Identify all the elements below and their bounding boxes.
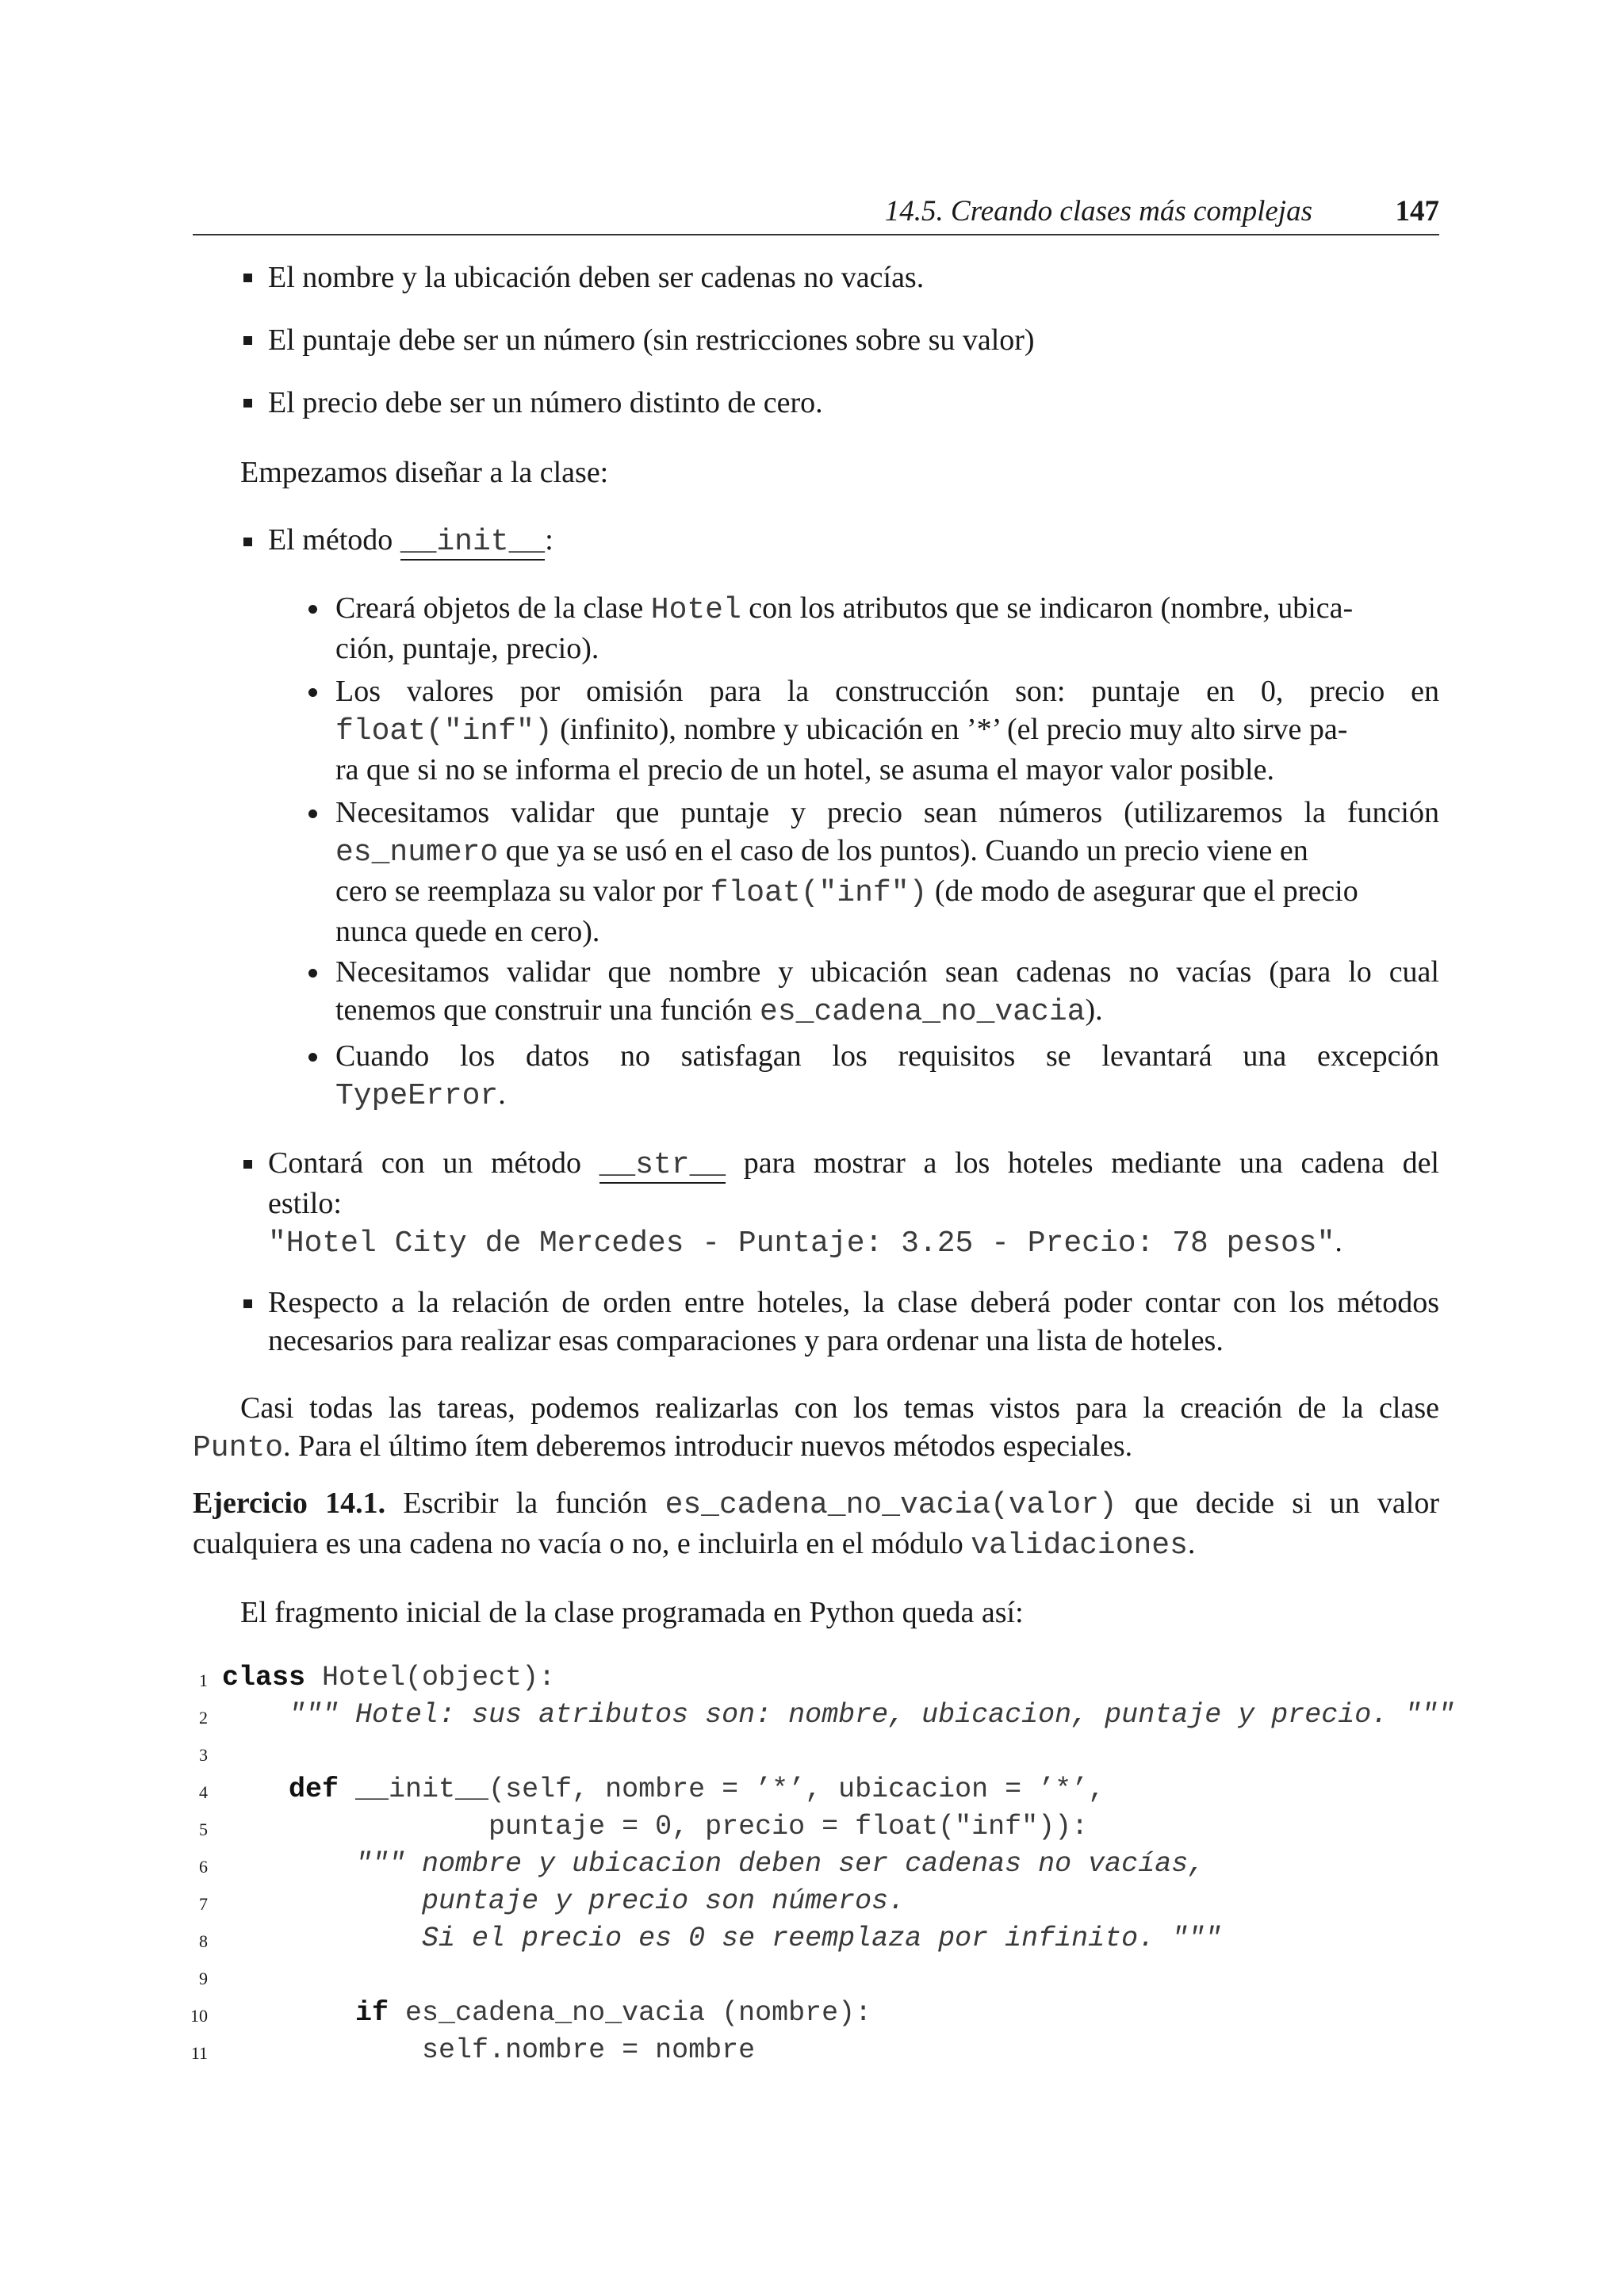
paragraph-tasks: Casi todas las tareas, podemos realizarlas con los temas vistos para la creación de la clase Punto. Para el último ítem deberemos introducir nuevos métodos especiales.	[193, 1391, 1439, 1465]
section-title: 14.5. Creando clases más complejas	[884, 195, 1312, 228]
square-bullet-icon	[243, 274, 252, 282]
code-line: class Hotel(object):	[222, 1662, 556, 1693]
init-subitem-exception: Cuando los datos no satisfagan los requisitos se levantará una excepción TypeError.	[335, 1039, 1439, 1113]
line-number: 5	[199, 1820, 208, 1839]
str-example: "Hotel City de Mercedes - Puntaje: 3.25 - Precio: 78 pesos"	[268, 1226, 1335, 1261]
order-item: Respecto a la relación de orden entre hoteles, la clase deberá poder contar con los métodos necesarios para realizar esas comparaciones y para ordenar una lista de hoteles.	[268, 1286, 1439, 1357]
square-bullet-icon	[243, 538, 252, 546]
dot-bullet-icon	[308, 688, 317, 697]
requirement-item: El puntaje debe ser un número (sin restricciones sobre su valor)	[268, 323, 1035, 357]
dot-bullet-icon	[308, 809, 317, 818]
square-bullet-icon	[243, 1160, 252, 1169]
square-bullet-icon	[243, 336, 252, 345]
code-line: puntaje = 0, precio = float("inf")):	[222, 1811, 1089, 1843]
line-number: 11	[190, 2043, 208, 2063]
square-bullet-icon	[243, 1299, 252, 1308]
dot-bullet-icon	[308, 969, 317, 978]
exercise-14-1: Ejercicio 14.1. Escribir la función es_cadena_no_vacia(valor) que decide si un valor cualquiera es una cadena no vacía o no, e incluirla en el módulo validaciones.	[193, 1487, 1439, 1563]
init-subitem-defaults: Los valores por omisión para la construcción son: puntaje en 0, precio en float("inf") (infinito), nombre y ubicación en ’*’ (el precio muy alto sirve pa- ra que si no se informa el precio de un hotel, se asuma el mayor valor posible.	[335, 675, 1439, 786]
fragment-intro: El fragmento inicial de la clase programada en Python queda así:	[240, 1596, 1024, 1629]
code-line: puntaje y precio son números.	[222, 1885, 906, 1917]
exercise-label: Ejercicio 14.1.	[193, 1487, 386, 1520]
page-number: 147	[1395, 195, 1439, 228]
design-intro: Empezamos diseñar a la clase:	[240, 456, 609, 489]
init-subitem-validate-strings: Necesitamos validar que nombre y ubicación sean cadenas no vacías (para lo cual tenemos que construir una función es_cadena_no_vacia).	[335, 955, 1439, 1029]
line-number: 4	[199, 1782, 208, 1802]
line-number: 1	[199, 1670, 208, 1690]
code-line: if es_cadena_no_vacia (nombre):	[355, 1997, 872, 2029]
code-line: """ nombre y ubicacion deben ser cadenas no vacías,	[222, 1848, 1205, 1880]
dot-bullet-icon	[308, 605, 317, 614]
line-number: 2	[199, 1708, 208, 1728]
code-line: self.nombre = nombre	[222, 2034, 756, 2066]
requirement-item: El nombre y la ubicación deben ser cadenas no vacías.	[268, 261, 925, 294]
requirement-item: El precio debe ser un número distinto de cero.	[268, 386, 823, 419]
line-number: 3	[199, 1745, 208, 1765]
square-bullet-icon	[243, 399, 252, 408]
code-line: Si el precio es 0 se reemplaza por infinito. """	[222, 1923, 1222, 1954]
line-number: 8	[199, 1931, 208, 1951]
init-subitem-validate-numbers: Necesitamos validar que puntaje y precio sean números (utilizaremos la función es_numero que ya se usó en el caso de los puntos). Cuando un precio viene en cero se reemplaza su valor por float("inf") (de modo de asegurar que el precio nunca quede en cero).	[335, 796, 1439, 948]
line-number: 6	[199, 1857, 208, 1877]
dot-bullet-icon	[308, 1053, 317, 1062]
str-method-item: Contará con un método __str__ para mostrar a los hoteles mediante una cadena del estilo: "Hotel City de Mercedes - Puntaje: 3.25 - Precio: 78 pesos".	[268, 1146, 1439, 1261]
line-number: 10	[190, 2006, 208, 2026]
line-number: 7	[199, 1894, 208, 1914]
line-number: 9	[199, 1969, 208, 1988]
init-method-item: El método __init__:	[268, 523, 553, 559]
init-subitem-objects: Creará objetos de la clase Hotel con los atributos que se indicaron (nombre, ubica- ción, puntaje, precio).	[335, 591, 1354, 665]
init-code: __init__	[400, 525, 546, 559]
code-line: def __init__(self, nombre = ’*’, ubicacion = ’*’,	[289, 1774, 1105, 1805]
running-header	[193, 194, 1439, 235]
code-line: """ Hotel: sus atributos son: nombre, ubicacion, puntaje y precio. """	[222, 1699, 1455, 1731]
